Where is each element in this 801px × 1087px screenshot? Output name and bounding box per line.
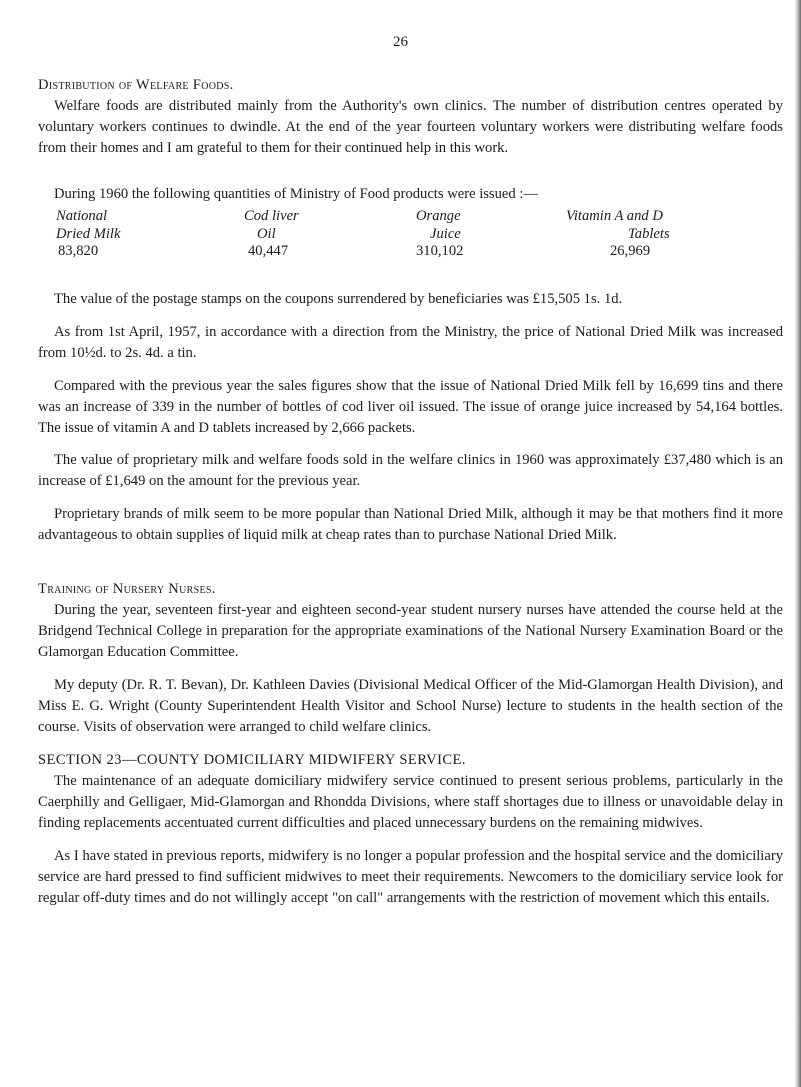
para-proprietary-value: The value of proprietary milk and welfare foods sold in the welfare clinics in 1960 was approximately £37,480 which is an increase of £1,649 on the amount for the previous year. — [38, 452, 783, 489]
column-heading-line2: Oil — [257, 225, 276, 242]
para-price: As from 1st April, 1957, in accordance with a direction from the Ministry, the price of National Dried Milk was increased from 10½d. to 2s. 4d. a tin. — [38, 324, 783, 361]
section-23-heading: SECTION 23—COUNTY DOMICILIARY MIDWIFERY SERVICE. — [38, 752, 466, 768]
column-value: 26,969 — [610, 243, 651, 259]
table-column-cod-liver-oil — [244, 208, 299, 261]
welfare-foods-section — [38, 75, 783, 159]
nursery-nurses-section — [38, 579, 783, 663]
welfare-foods-heading: Distribution of Welfare Foods. — [38, 77, 234, 93]
table-column-orange-juice — [416, 208, 463, 261]
nursery-nurses-para2: My deputy (Dr. R. T. Bevan), Dr. Kathleen Davies (Divisional Medical Officer of the Mid-Glamorgan Health Division), and Miss E. G. Wright (County Superintendent Health Visitor and School Nurse) lecture to students in the health section of the course. Visits of observation were arranged to child welfare clinics. — [38, 677, 783, 735]
column-value: 310,102 — [416, 243, 464, 259]
column-heading-line2: Tablets — [628, 225, 670, 242]
column-heading-line1: National — [56, 208, 108, 224]
page-edge-shadow — [794, 0, 801, 1087]
table-column-national-dried-milk — [56, 208, 120, 261]
column-value: 83,820 — [58, 243, 99, 259]
para-proprietary-brands: Proprietary brands of milk seem to be more popular than National Dried Milk, although it may be that mothers find it more advantageous to obtain supplies of liquid milk at cheap rates than to purchase National Dried Milk. — [38, 506, 783, 543]
nursery-nurses-heading: Training of Nursery Nurses. — [38, 581, 216, 597]
page-number: 26 — [393, 34, 408, 50]
section-23-para2: As I have stated in previous reports, midwifery is no longer a popular profession and the hospital service and the domiciliary service are hard pressed to find sufficient midwives to meet their requirements. Newcomers to the domiciliary service look for regular off-duty times and do not willingly accept "on call" arrangements with the restriction of movement which this entails. — [38, 848, 783, 906]
column-heading-line1: Vitamin A and D — [566, 208, 663, 224]
section-23 — [38, 750, 783, 834]
column-heading-line2: Dried Milk — [56, 225, 121, 242]
para-postage-stamps: The value of the postage stamps on the coupons surrendered by beneficiaries was £15,505 1s. 1d. — [54, 291, 623, 307]
quantities-intro: During 1960 the following quantities of Ministry of Food products were issued :— — [54, 186, 538, 202]
table-column-vitamin-tablets — [566, 208, 670, 261]
welfare-foods-intro: Welfare foods are distributed mainly from the Authority's own clinics. The number of distribution centres operated by voluntary workers continues to dwindle. At the end of the year fourteen voluntary workers were distributing welfare foods from their homes and I am grateful to them for their continued help in this work. — [38, 98, 783, 156]
para-compared: Compared with the previous year the sales figures show that the issue of National Dried Milk fell by 16,699 tins and there was an increase of 339 in the number of bottles of cod liver oil issued. The issue of orange juice increased by 54,164 bottles. The issue of vitamin A and D tablets increased by 2,666 packets. — [38, 378, 783, 436]
section-23-para1: The maintenance of an adequate domiciliary midwifery service continued to present serious problems, particularly in the Caerphilly and Gelligaer, Mid-Glamorgan and Rhondda Divisions, where staff shortages due to illness or unavoidable delay in finding replacements accentuated current difficulties and placed unnecessary burdens on the remaining midwives. — [38, 773, 783, 831]
column-heading-line1: Cod liver — [244, 208, 299, 224]
column-heading-line1: Orange — [416, 208, 461, 224]
column-heading-line2: Juice — [430, 225, 461, 242]
nursery-nurses-para1: During the year, seventeen first-year and eighteen second-year student nursery nurses have attended the course held at the Bridgend Technical College in preparation for the appropriate examinations of the National Nursery Examination Board or the Glamorgan Education Committee. — [38, 602, 783, 660]
column-value: 40,447 — [248, 243, 289, 259]
